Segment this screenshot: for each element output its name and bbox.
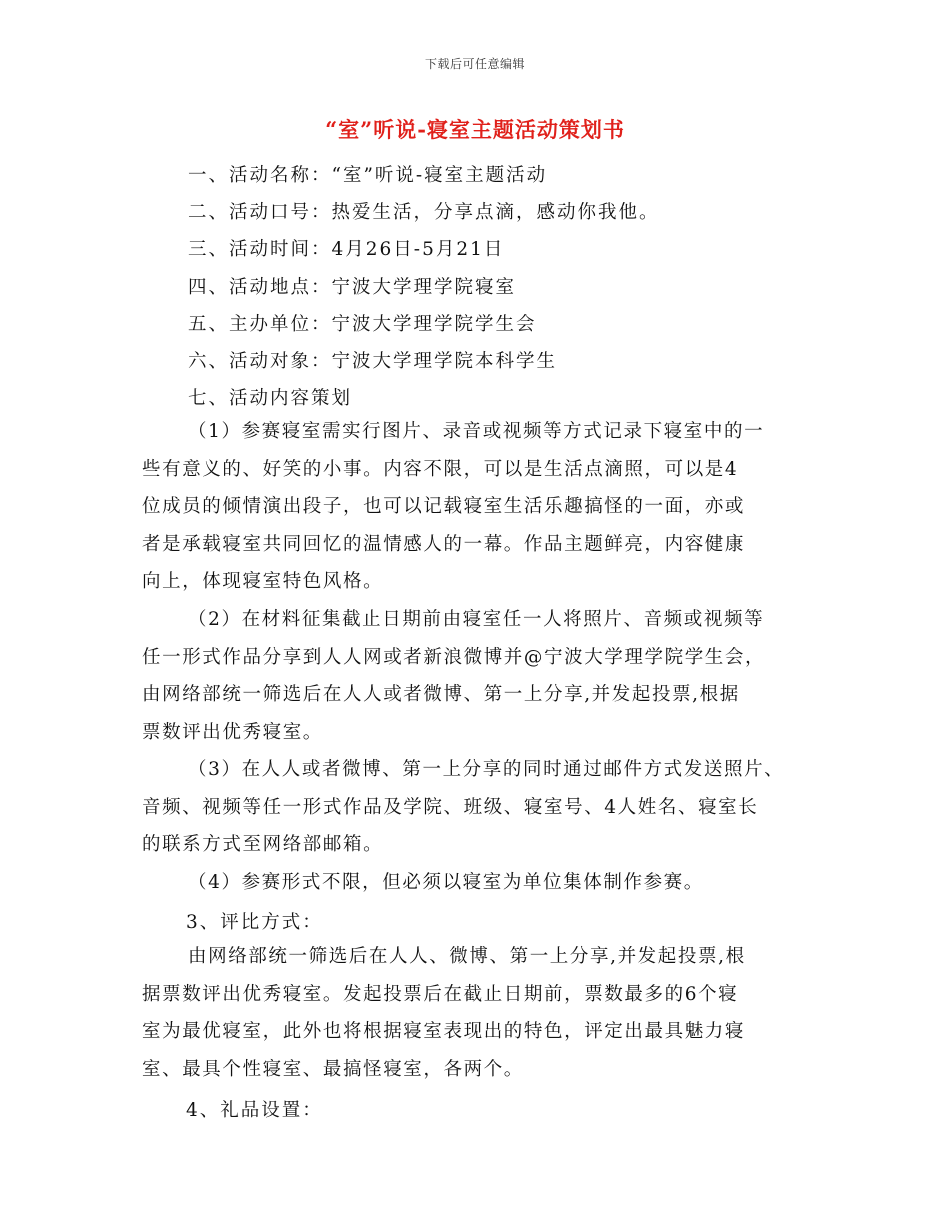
paragraph-line: 音频、视频等任一形式作品及学院、班级、寝室号、4人姓名、寝室长 bbox=[142, 796, 759, 818]
item-audience: 六、活动对象：宁波大学理学院本科学生 bbox=[188, 351, 558, 372]
paragraph-line: 由网络部统一筛选后在人人、微博、第一上分享,并发起投票,根 bbox=[188, 946, 746, 967]
paragraph-line: 向上，体现寝室特色风格。 bbox=[142, 571, 384, 592]
paragraph-line: （3）在人人或者微博、第一上分享的同时通过邮件方式发送照片、 bbox=[188, 759, 785, 780]
paragraph-line: （2）在材料征集截止日期前由寝室任一人将照片、音频或视频等 bbox=[188, 609, 765, 630]
item-location: 四、活动地点：宁波大学理学院寝室 bbox=[188, 277, 517, 298]
paragraph-line: 位成员的倾情演出段子，也可以记载寝室生活乐趣搞怪的一面，亦或 bbox=[142, 496, 746, 517]
paragraph-evaluation bbox=[142, 938, 822, 1088]
header-note: 下载后可任意编辑 bbox=[424, 57, 525, 71]
section-heading-evaluation: 3、评比方式： bbox=[186, 912, 323, 933]
paragraph-3 bbox=[142, 751, 822, 864]
paragraph-line: （4）参赛形式不限，但必须以寝室为单位集体制作参赛。 bbox=[188, 872, 704, 893]
paragraph-line: 者是承载寝室共同回忆的温情感人的一幕。作品主题鲜亮，内容健康 bbox=[142, 533, 746, 555]
paragraph-line: 由网络部统一筛选后在人人或者微博、第一上分享,并发起投票,根据 bbox=[142, 684, 740, 705]
item-slogan: 二、活动口号：热爱生活，分享点滴，感动你我他。 bbox=[188, 202, 660, 223]
paragraph-line: 些有意义的、好笑的小事。内容不限，可以是生活点滴照，可以是4 bbox=[142, 458, 739, 480]
paragraph-4 bbox=[142, 864, 822, 902]
paragraph-line: 室、最具个性寝室、最搞怪寝室，各两个。 bbox=[142, 1058, 524, 1080]
item-activity-name: 一、活动名称：“室”听说-寝室主题活动 bbox=[188, 165, 548, 186]
paragraph-line: 任一形式作品分享到人人网或者新浪微博并@宁波大学理学院学生会， bbox=[142, 646, 766, 668]
paragraph-line: 的联系方式至网络部邮箱。 bbox=[142, 834, 384, 855]
item-time: 三、活动时间：4月26日-5月21日 bbox=[188, 239, 505, 260]
paragraph-line: 票数评出优秀寝室。 bbox=[142, 721, 323, 743]
section-heading-prizes: 4、礼品设置： bbox=[186, 1100, 323, 1121]
paragraph-2 bbox=[142, 601, 822, 751]
paragraph-line: 据票数评出优秀寝室。发起投票后在截止日期前，票数最多的6个寝 bbox=[142, 983, 739, 1005]
paragraph-line: （1）参赛寝室需实行图片、录音或视频等方式记录下寝室中的一 bbox=[188, 421, 765, 442]
paragraph-line: 室为最优寝室，此外也将根据寝室表现出的特色，评定出最具魅力寝 bbox=[142, 1021, 746, 1042]
document-title: “室”听说-寝室主题活动策划书 bbox=[325, 117, 625, 142]
item-content-plan: 七、活动内容策划 bbox=[188, 388, 353, 409]
paragraph-1 bbox=[142, 413, 822, 601]
item-organizer: 五、主办单位：宁波大学理学院学生会 bbox=[188, 314, 537, 335]
